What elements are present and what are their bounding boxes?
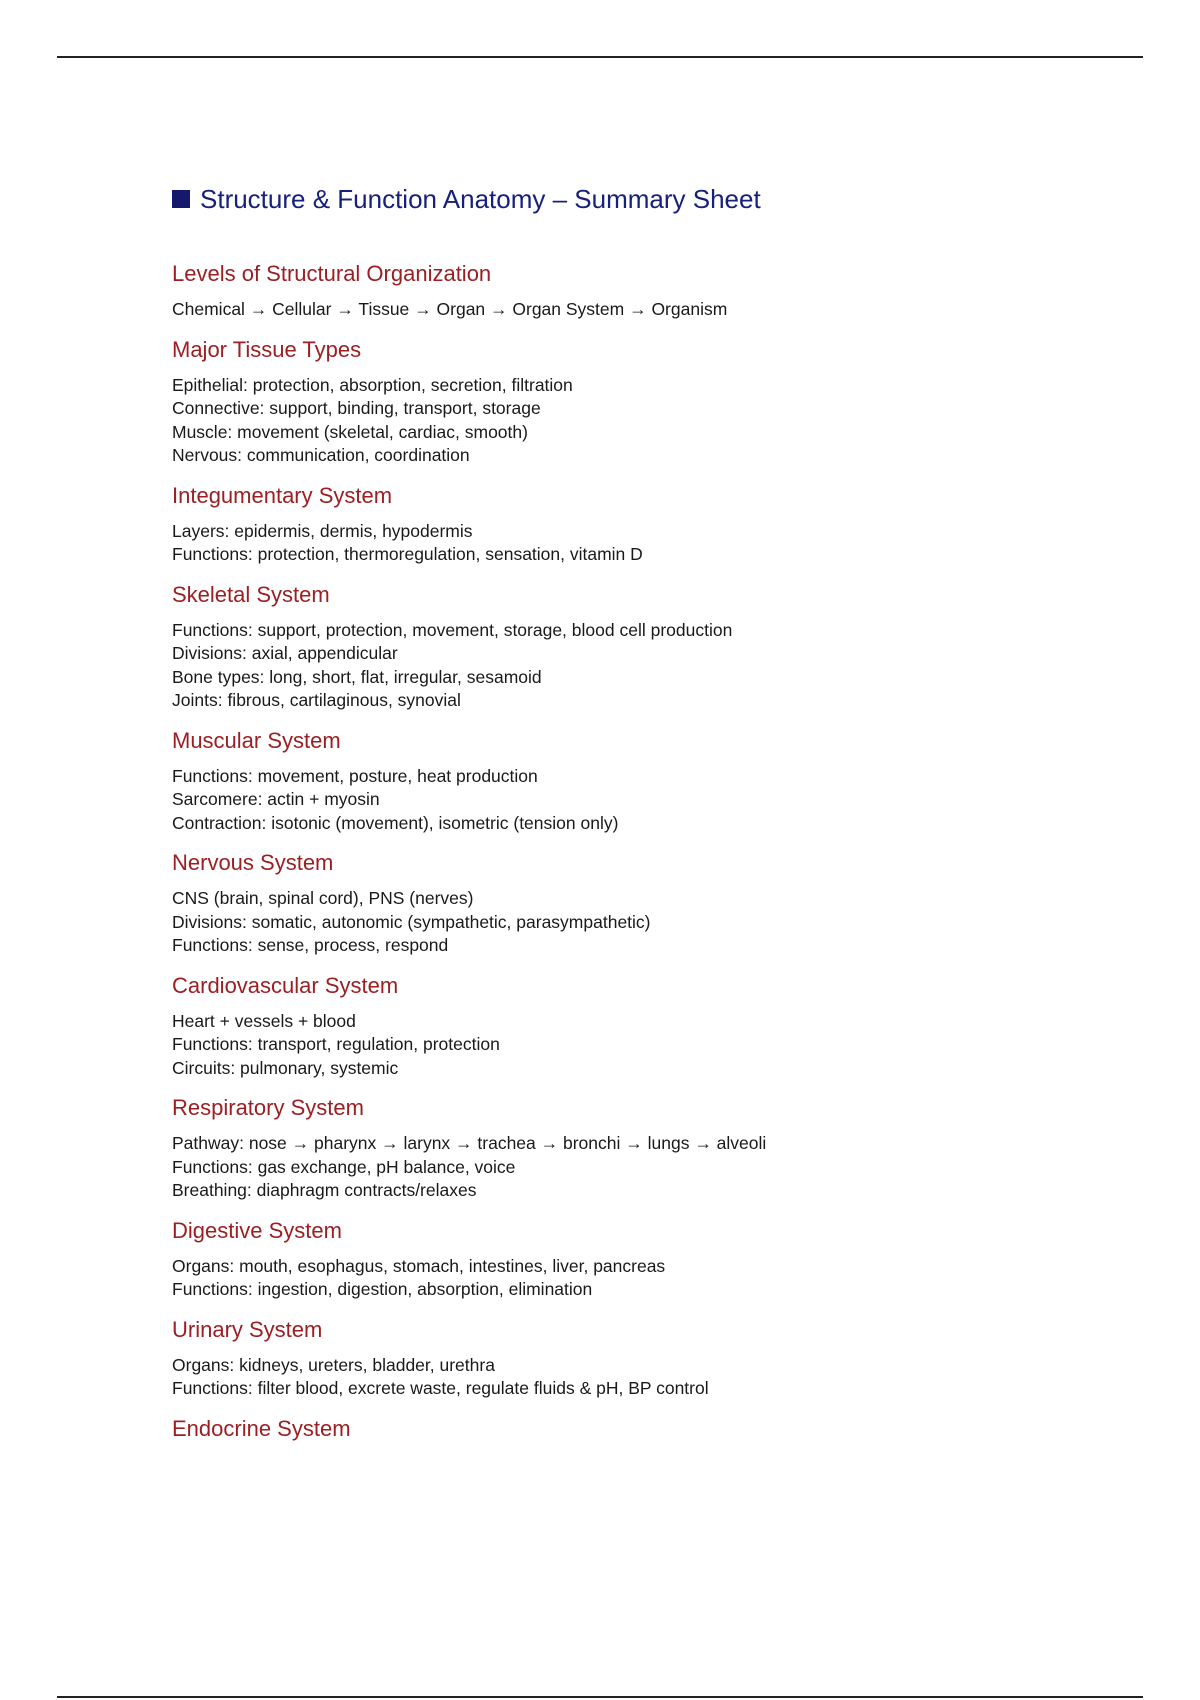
section-integumentary [172, 480, 1072, 567]
section-body [172, 619, 1072, 713]
section-levels-of-organization [172, 258, 1072, 322]
section-body [172, 1010, 1072, 1081]
section-heading: Muscular System [172, 727, 341, 753]
body-line: Functions: protection, thermoregulation, sensation, vitamin D [172, 544, 643, 564]
section-heading: Urinary System [172, 1316, 323, 1342]
body-line: Joints: fibrous, cartilaginous, synovial [172, 690, 461, 710]
section-body [172, 765, 1072, 836]
section-heading: Levels of Structural Organization [172, 261, 492, 286]
section-body [172, 887, 1072, 958]
section-heading: Integumentary System [172, 482, 393, 508]
section-cardiovascular [172, 970, 1072, 1081]
section-heading: Digestive System [172, 1217, 342, 1243]
body-line: Divisions: axial, appendicular [172, 643, 398, 663]
section-heading: Respiratory System [172, 1095, 364, 1120]
page-title [172, 180, 1072, 218]
bottom-rule [57, 1696, 1143, 1698]
body-line: Nervous: communication, coordination [172, 445, 470, 465]
body-line: Sarcomere: actin + myosin [172, 789, 380, 809]
body-line: Functions: ingestion, digestion, absorption, elimination [172, 1279, 593, 1299]
body-line: Bone types: long, short, flat, irregular, sesamoid [172, 666, 542, 687]
body-line: Functions: filter blood, excrete waste, regulate fluids & pH, BP control [172, 1378, 709, 1398]
body-line: Muscle: movement (skeletal, cardiac, smooth) [172, 421, 528, 442]
body-line: Organs: kidneys, ureters, bladder, urethra [172, 1354, 495, 1375]
body-line: Connective: support, binding, transport, storage [172, 398, 541, 418]
body-line: Functions: support, protection, movement, storage, blood cell production [172, 619, 733, 640]
section-tissue-types [172, 334, 1072, 468]
section-skeletal [172, 579, 1072, 713]
body-line: Divisions: somatic, autonomic (sympathetic, parasympathetic) [172, 911, 651, 932]
section-body [172, 298, 1072, 322]
page-title-text: Structure & Function Anatomy – Summary Sheet [200, 184, 761, 214]
body-line: Functions: gas exchange, pH balance, voice [172, 1156, 516, 1177]
section-body [172, 374, 1072, 468]
body-line: Epithelial: protection, absorption, secretion, filtration [172, 374, 573, 395]
body-line: Heart + vessels + blood [172, 1010, 356, 1031]
body-line: Circuits: pulmonary, systemic [172, 1057, 399, 1078]
top-rule [57, 56, 1143, 58]
section-muscular [172, 725, 1072, 836]
section-endocrine [172, 1413, 1072, 1445]
section-respiratory [172, 1092, 1072, 1203]
body-line: Contraction: isotonic (movement), isometric (tension only) [172, 812, 619, 833]
section-heading: Endocrine System [172, 1415, 351, 1441]
body-line: Organs: mouth, esophagus, stomach, intestines, liver, pancreas [172, 1255, 666, 1276]
summary-sheet [172, 180, 1072, 1453]
section-urinary [172, 1314, 1072, 1401]
square-bullet-icon [172, 190, 190, 208]
section-heading: Nervous System [172, 850, 334, 875]
section-nervous [172, 847, 1072, 958]
section-body [172, 1132, 1072, 1203]
body-line: Layers: epidermis, dermis, hypodermis [172, 520, 473, 541]
body-line: Functions: transport, regulation, protection [172, 1034, 500, 1054]
body-line: Functions: movement, posture, heat production [172, 765, 538, 786]
body-line: Chemical → Cellular → Tissue → Organ → Organ System → Organism [172, 299, 728, 319]
body-line: CNS (brain, spinal cord), PNS (nerves) [172, 888, 474, 908]
body-line: Pathway: nose → pharynx → larynx → trachea → bronchi → lungs → alveoli [172, 1133, 767, 1153]
section-digestive [172, 1215, 1072, 1302]
section-body [172, 520, 1072, 567]
section-heading: Cardiovascular System [172, 972, 399, 998]
body-line: Functions: sense, process, respond [172, 935, 449, 955]
body-line: Breathing: diaphragm contracts/relaxes [172, 1180, 477, 1200]
section-body [172, 1255, 1072, 1302]
section-heading: Skeletal System [172, 581, 330, 607]
section-body [172, 1354, 1072, 1401]
section-heading: Major Tissue Types [172, 336, 362, 362]
